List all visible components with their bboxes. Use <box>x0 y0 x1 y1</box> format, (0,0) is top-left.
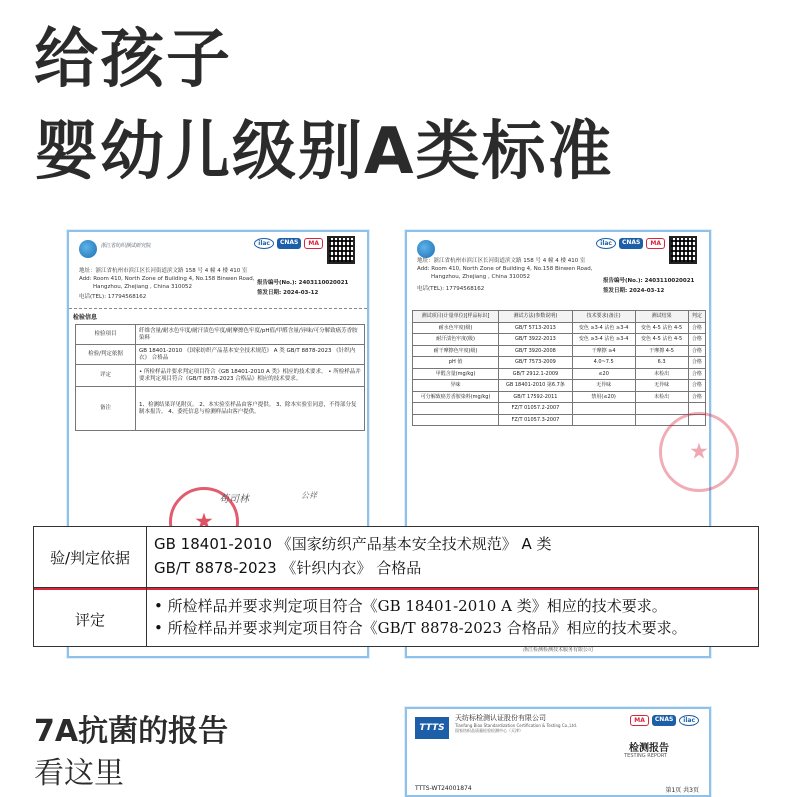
table-row <box>413 322 706 334</box>
table-row <box>413 368 706 380</box>
test-results-table <box>412 310 706 426</box>
table-key: 检验/判定依据 <box>76 345 136 365</box>
cell-verdict: 合格 <box>688 345 705 357</box>
headline-line-2: 婴幼儿级别A类标准 <box>34 115 614 189</box>
cell-item: pH 值 <box>413 357 499 369</box>
table-row <box>413 334 706 346</box>
table-key: 评定 <box>76 365 136 387</box>
address-en-2: Hangzhou, Zhejiang , China 310052 <box>431 274 530 280</box>
cell-requirement: 无异味 <box>572 380 635 392</box>
cnas-mark-icon: CNAS <box>277 238 301 249</box>
address-en-2: Hangzhou, Zhejiang , China 310052 <box>93 284 192 290</box>
cell-method: GB/T 17592-2011 <box>499 391 573 403</box>
cell-verdict: 合格 <box>688 380 705 392</box>
basis-line-2: GB/T 8878-2023 《针织内衣》 合格品 <box>154 559 422 577</box>
table-row <box>413 391 706 403</box>
cell-method: FZ/T 01057.2-2007 <box>499 403 573 415</box>
cell-verdict: 合格 <box>688 368 705 380</box>
cell-method: GB/T 3920-2008 <box>499 345 573 357</box>
report-sheet-bottom <box>405 707 711 797</box>
telephone: 电话(TEL): 17794568162 <box>417 286 485 292</box>
basis-line-1: GB 18401-2010 《国家纺织产品基本安全技术规范》 A 类 <box>154 535 552 553</box>
table-row <box>413 414 706 426</box>
cell-method: GB/T 2912.1-2009 <box>499 368 573 380</box>
qr-code-icon <box>327 236 355 264</box>
cell-requirement: 4.0~7.5 <box>572 357 635 369</box>
cell-method: GB/T 7573-2009 <box>499 357 573 369</box>
column-header: 测试项目(计量单位)[样品标识] <box>413 311 499 323</box>
ilac-mark-icon: ilac <box>596 238 616 249</box>
column-header: 判定 <box>688 311 705 323</box>
cell-method: GB/T 5713-2013 <box>499 322 573 334</box>
cell-item: 异味 <box>413 380 499 392</box>
cell-verdict: 合格 <box>688 391 705 403</box>
cell-result: 无异味 <box>635 380 688 392</box>
cnas-mark-icon: CNAS <box>619 238 643 249</box>
cell-verdict: 合格 <box>688 322 705 334</box>
lab-logo-icon <box>79 240 97 258</box>
cell-result: 变色 4-5 沾色 4-5 <box>635 334 688 346</box>
section-title: 检验信息 <box>73 314 98 321</box>
qr-code-icon <box>669 236 697 264</box>
cell-method: GB/T 3922-2013 <box>499 334 573 346</box>
org-subtitle <box>455 723 577 733</box>
telephone: 电话(TEL): 17794568162 <box>79 294 147 300</box>
cell-verdict: 合格 <box>688 357 705 369</box>
cell-requirement <box>572 403 635 415</box>
official-seal-icon <box>659 412 739 492</box>
evaluation-line-2: • 所检样品并要求判定项目符合《GB/T 8878-2023 合格品》相应的技术要求。 <box>154 619 687 637</box>
cell-requirement: ≤20 <box>572 368 635 380</box>
table-key: 备注 <box>76 387 136 431</box>
report-title: 检测报告 <box>629 743 669 754</box>
cell-requirement: 变色 ≥3-4 沾色 ≥3-4 <box>572 334 635 346</box>
table-row <box>76 387 365 431</box>
cell-item <box>413 414 499 426</box>
cell-result: 未检出 <box>635 391 688 403</box>
address-en-1: Add: Room 410, North Zone of Building 4, No.158 Binwen Road, <box>79 276 255 282</box>
cma-mark-icon: MA <box>630 715 649 726</box>
accreditation-marks <box>630 715 699 726</box>
cell-requirement: 禁用(≤20) <box>572 391 635 403</box>
accreditation-marks <box>254 238 323 249</box>
highlight-line <box>34 588 758 590</box>
table-row <box>413 380 706 392</box>
cell-requirement: 变色 ≥3-4 沾色 ≥3-4 <box>572 322 635 334</box>
org-sub-line: 国家纺织品质量检验检测中心（天津） <box>455 728 523 733</box>
accreditation-marks <box>596 238 665 249</box>
cell-item <box>413 403 499 415</box>
column-header: 测试结果 <box>635 311 688 323</box>
cell-item: 耐干摩擦色牢度(级) <box>413 345 499 357</box>
cell-result <box>635 403 688 415</box>
table-row <box>413 357 706 369</box>
section-subtitle: 看这里 <box>34 756 124 791</box>
report-footer: 浙江检测检测技术服务有限公司 <box>522 647 593 653</box>
table-row <box>413 345 706 357</box>
cell-result: 未检出 <box>635 368 688 380</box>
column-divider <box>146 527 147 646</box>
signature: 苟司林 <box>219 494 249 505</box>
headline-line-1: 给孩子 <box>34 23 232 97</box>
address-cn: 地址：浙江省杭州市滨江区长河街道滨文路 158 号 4 幢 4 楼 410 室 <box>79 268 248 274</box>
table-header-row <box>413 311 706 323</box>
cnas-mark-icon: CNAS <box>652 715 676 726</box>
table-value: 1、检测结果详见附页。 2、本实验室样品由客户提供。 3、除本实验室同意，不得部分复制本报告。 4、委托信息与检测样品由客户提供。 <box>136 387 365 431</box>
ttts-logo-icon: TTTS <box>415 717 449 739</box>
cell-verdict: 合格 <box>688 334 705 346</box>
report-title-en: TESTING REPORT <box>624 753 667 759</box>
evaluation-line-1: • 所检样品并要求判定项目符合《GB 18401-2010 A 类》相应的技术要求。 <box>154 597 667 615</box>
cell-item: 耐汗渍色牢度(级) <box>413 334 499 346</box>
page-number: 第1页 共3页 <box>665 787 699 794</box>
table-value: 纤维含量/耐水色牢度/耐汗渍色牢度/耐摩擦色牢度/pH值/甲醛含量/异味/可分解致癌芳香胺染料 <box>136 325 365 345</box>
column-header: 测试方法(参数说明) <box>499 311 573 323</box>
cell-item: 耐水色牢度(级) <box>413 322 499 334</box>
zoomed-evaluation-table <box>33 526 759 647</box>
report-number: 报告编号(No.): 2403110020021 <box>257 280 349 286</box>
table-row <box>76 325 365 345</box>
cma-mark-icon: MA <box>304 238 323 249</box>
cell-method: FZ/T 01057.3-2007 <box>499 414 573 426</box>
report-number: TTTS-WT24001874 <box>415 785 472 792</box>
issue-date: 签发日期: 2024-03-12 <box>257 290 319 296</box>
inspection-info-table <box>75 324 365 431</box>
cell-result: 变色 4-5 沾色 4-5 <box>635 322 688 334</box>
address-en-1: Add: Room 410, North Zone of Building 4, No.158 Binwen Road, <box>417 266 593 272</box>
lab-name: 浙江省纺织测试研究院 <box>101 243 152 249</box>
table-row <box>76 365 365 387</box>
cell-requirement <box>572 414 635 426</box>
section-divider <box>69 308 367 309</box>
table-value: GB 18401-2010 《国家纺织产品基本安全技术规范》 A 类 GB/T 8878-2023 《针织内衣》 合格品 <box>136 345 365 365</box>
section-title: 7A抗菌的报告 <box>34 714 229 749</box>
issue-date: 签发日期: 2024-03-12 <box>603 288 665 294</box>
cell-result: 干摩擦 4-5 <box>635 345 688 357</box>
column-header: 技术要求(备注) <box>572 311 635 323</box>
ilac-mark-icon: ilac <box>254 238 274 249</box>
table-key: 检验项目 <box>76 325 136 345</box>
cma-mark-icon: MA <box>646 238 665 249</box>
cell-item: 可分解致癌芳香胺染料(mg/kg) <box>413 391 499 403</box>
address-cn: 地址：浙江省杭州市滨江区长河街道滨文路 158 号 4 幢 4 楼 410 室 <box>417 258 586 264</box>
table-row <box>76 345 365 365</box>
org-name: 天纺标检测认证股份有限公司 <box>455 714 546 722</box>
signature: 公祥 <box>301 491 317 500</box>
lab-logo-icon <box>417 240 435 258</box>
report-number: 报告编号(No.): 2403110020021 <box>603 278 695 284</box>
cell-result: 6.3 <box>635 357 688 369</box>
cell-item: 甲醛含量(mg/kg) <box>413 368 499 380</box>
table-value: • 所检样品并要求判定项目符合《GB 18401-2010 A 类》相应的技术要求。 • 所检样品并要求判定项目符合《GB/T 8878-2023 合格品》相应的技术要求。 <box>136 365 365 387</box>
ilac-mark-icon: ilac <box>679 715 699 726</box>
table-row <box>413 403 706 415</box>
basis-label: 验/判定依据 <box>49 549 131 567</box>
org-sub-line: Tianfang Biao Standardization Certification & Testing Co.,Ltd. <box>455 723 578 728</box>
evaluation-label: 评定 <box>74 611 105 629</box>
cell-requirement: 干摩擦 ≥4 <box>572 345 635 357</box>
cell-method: GB 18401-2010 第6.7条 <box>499 380 573 392</box>
